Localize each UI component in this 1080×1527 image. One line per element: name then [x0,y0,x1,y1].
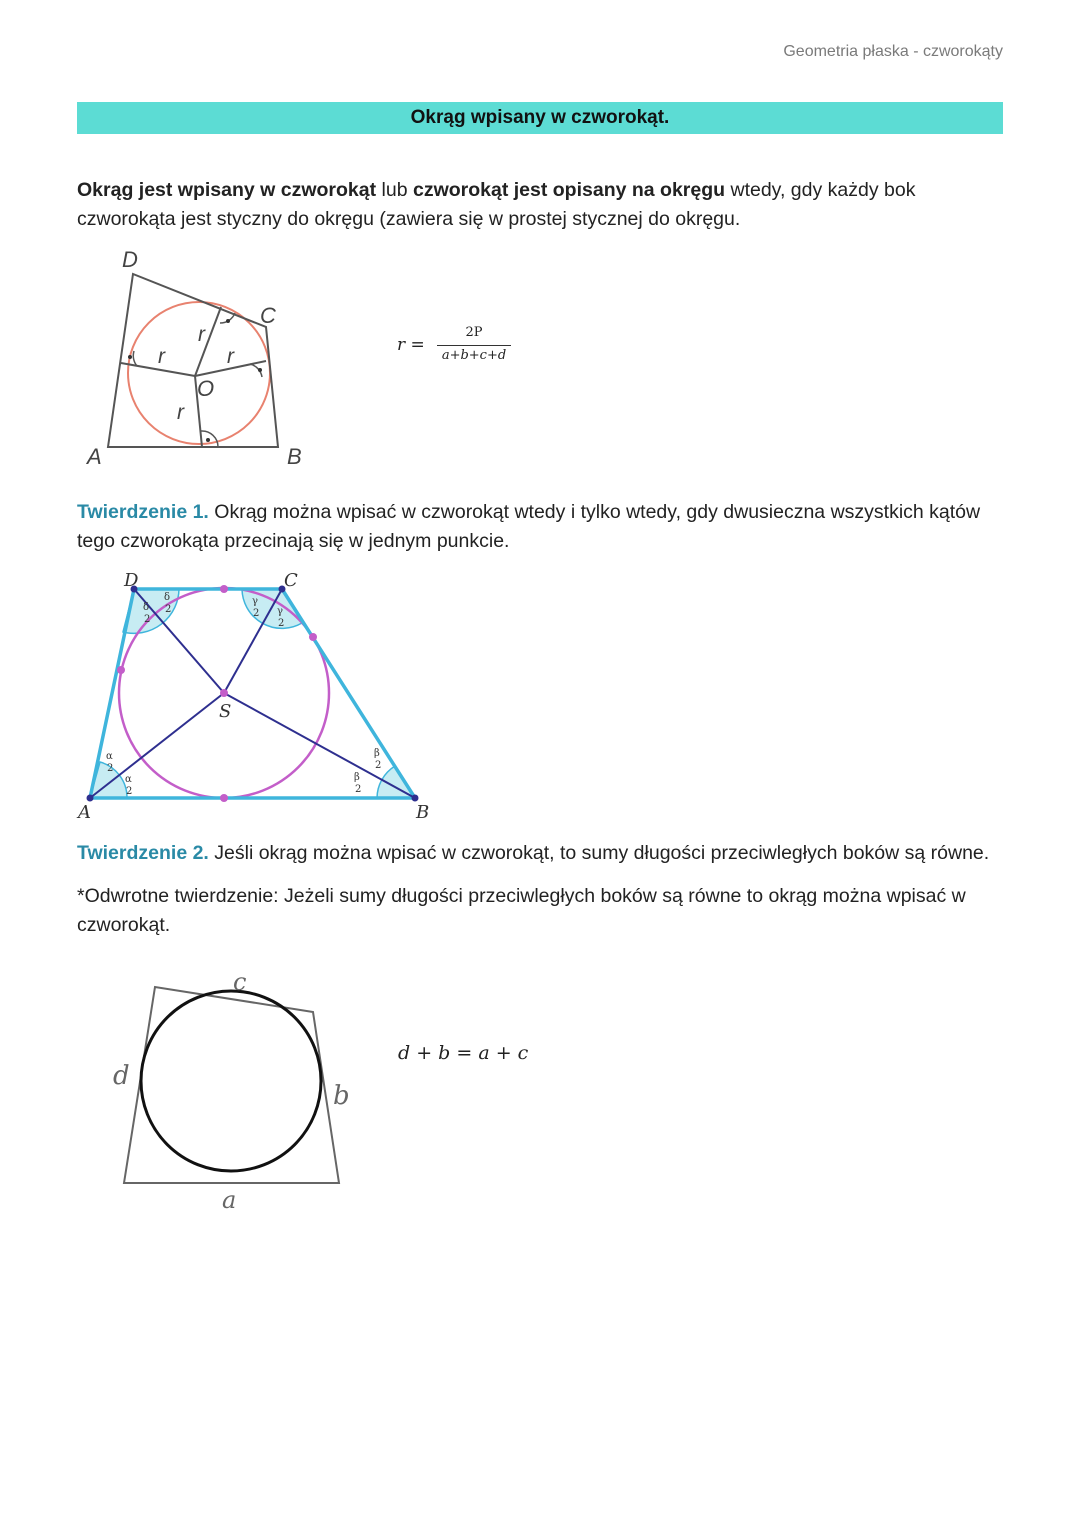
definition-paragraph [77,176,1007,234]
half-angle-alpha: α [106,751,113,762]
right-angle-dot [258,368,262,372]
quadrilateral-sides [124,987,339,1183]
half-angle-beta: β [374,748,380,759]
fraction-bar [437,345,511,346]
radius-label: r [158,345,165,368]
radius-label: r [198,323,205,346]
definition-bold-inscribed: Okrąg jest wpisany w czworokąt [77,179,377,201]
half-angle-two: 2 [126,786,133,797]
radius-formula-lhs: r = [397,335,425,355]
theorem1-label: Twierdzenie 1. [77,501,209,523]
vertex-label-d: D [122,247,138,272]
center-label-o: O [197,376,215,401]
subject-header: Geometria płaska - czworokąty [783,43,1003,60]
radius-label: r [177,401,184,424]
tangency-point-bottom [220,794,228,802]
vertex-label-b: B [287,444,302,469]
side-sum-formula: d + b = a + c [398,1042,529,1064]
half-angle-delta: δ [164,592,171,603]
right-angle-mark-ad [133,351,137,366]
half-angle-two: 2 [278,618,285,629]
side-label-c: c [233,968,247,996]
half-angle-two: 2 [165,604,172,615]
theorem1-text: Okrąg można wpisać w czworokąt wtedy i tylko wtedy, gdy dwusieczna wszystkich kątów tego czworokąta przecinają się w jednym punkcie. [77,501,981,552]
half-angle-two: 2 [144,614,151,625]
radius-formula [397,323,527,373]
tangency-point-top [220,585,228,593]
tangency-point-right [309,633,317,641]
half-angle-two: 2 [375,760,382,771]
side-label-b: b [333,1081,350,1111]
section-title-band [77,102,1003,134]
theorem2-text: Jeśli okrąg można wpisać w czworokąt, to sumy długości przeciwległych boków są równe. [208,842,990,864]
center-point-s [220,689,228,697]
converse-paragraph: *Odwrotne twierdzenie: Jeżeli sumy długości przeciwległych boków są równe to okrąg można wpisać w czworokąt. [77,885,966,936]
half-angle-beta: β [354,772,360,783]
half-angle-two: 2 [107,763,114,774]
right-angle-dot [128,355,132,359]
theorem2-label: Twierdzenie 2. [77,842,209,864]
half-angle-gamma: γ [277,606,283,617]
figure-angle-bisectors [70,566,450,826]
half-angle-two: 2 [355,784,362,795]
half-angle-gamma: γ [252,596,258,607]
right-angle-dot [206,438,210,442]
vertex-label-c: C [260,303,276,328]
definition-bold-circumscribed: czworokąt jest opisany na okręgu [412,179,726,201]
bisector-b [224,693,415,798]
radius-label: r [227,345,234,368]
tangency-point-left [117,666,125,674]
figure-inscribed-circle-radii [80,245,320,475]
definition-connector: lub [376,179,413,201]
vertex-label-a: A [87,444,102,469]
vertex-label-b: B [416,802,430,823]
vertex-label-c: C [284,570,298,591]
vertex-label-d: D [124,570,139,591]
section-title: Okrąg wpisany w czworokąt. [410,107,670,128]
center-label-s: S [219,701,232,722]
half-angle-delta: δ [143,602,150,613]
right-angle-dot [226,319,230,323]
inscribed-circle-black [141,991,321,1171]
vertex-label-a: A [78,802,91,823]
vertex-point-b [412,795,419,802]
definition-rest: wtedy, gdy każdy bok czworokąta jest styczny do okręgu (zawiera się w prostej stycznej do okręgu. [77,179,916,230]
vertex-point-a [87,795,94,802]
side-label-a: a [222,1186,237,1214]
theorem1-paragraph [77,498,1007,556]
side-label-d: d [113,1061,130,1091]
half-angle-alpha: α [125,774,132,785]
radius-formula-numerator: 2P [465,325,483,340]
theorem2-paragraph [77,839,1007,868]
figure-side-sums [100,962,370,1222]
half-angle-two: 2 [253,608,260,619]
radius-formula-denominator: a+b+c+d [441,348,507,363]
